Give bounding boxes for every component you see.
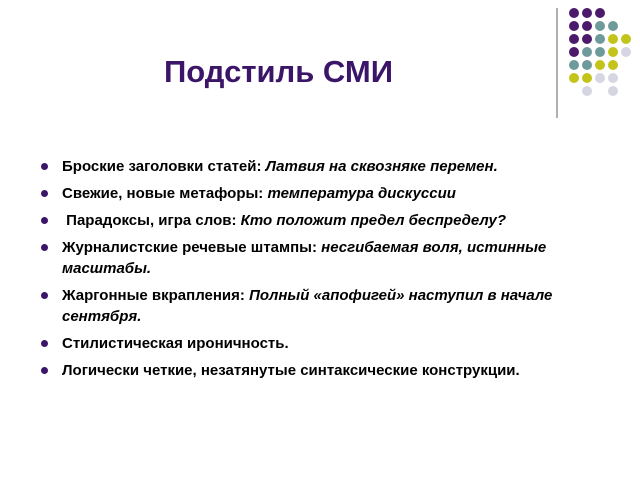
decorative-dot (595, 60, 605, 70)
decorative-dot (621, 47, 631, 57)
decorative-dot (582, 21, 592, 31)
bullet-example: несгибаемая воля, истинные масштабы. (62, 239, 547, 277)
decorative-dot (608, 73, 618, 83)
decorative-dot (569, 47, 579, 57)
bullet-item (40, 156, 600, 177)
decorative-dot (595, 47, 605, 57)
bullet-item (40, 360, 600, 381)
decorative-dot (595, 8, 605, 18)
decorative-dot (608, 34, 618, 44)
bullet-dot-icon (41, 244, 48, 251)
bullet-item (40, 333, 600, 354)
decorative-dot (595, 21, 605, 31)
decorative-dot (582, 34, 592, 44)
decorative-dot (582, 73, 592, 83)
bullet-example: температура дискуссии (267, 185, 456, 202)
decorative-dot (608, 60, 618, 70)
decorative-dot (569, 60, 579, 70)
decorative-dot (608, 47, 618, 57)
bullet-dot-icon (41, 217, 48, 224)
decorative-dot (621, 34, 631, 44)
decorative-dot (569, 73, 579, 83)
decorative-dot (569, 8, 579, 18)
bullet-item (40, 285, 600, 327)
decorative-dot (582, 60, 592, 70)
decorative-dot (608, 86, 618, 96)
bullet-item (40, 210, 600, 231)
decorative-dot (608, 21, 618, 31)
bullet-dot-icon (41, 163, 48, 170)
bullet-label: Парадоксы, игра слов: (62, 212, 241, 229)
decorative-dot (582, 47, 592, 57)
bullet-label: Свежие, новые метафоры: (62, 185, 268, 202)
decorative-dot (569, 21, 579, 31)
divider-line (556, 8, 558, 118)
slide-title: Подстиль СМИ (164, 54, 394, 89)
bullet-list (40, 156, 600, 387)
bullet-dot-icon (41, 292, 48, 299)
bullet-dot-icon (41, 367, 48, 374)
decorative-dot (582, 8, 592, 18)
bullet-dot-icon (41, 340, 48, 347)
bullet-example: Латвия на сквозняке перемен. (265, 158, 498, 175)
bullet-item (40, 183, 600, 204)
bullet-label: Жаргонные вкрапления: (62, 287, 250, 304)
bullet-label: Журналистские речевые штампы: (62, 239, 322, 256)
bullet-dot-icon (41, 190, 48, 197)
bullet-example: Кто положит предел беспределу? (240, 212, 507, 229)
bullet-label: Стилистическая ироничность. (62, 335, 289, 352)
decorative-dot (582, 86, 592, 96)
bullet-example: Полный «апофигей» наступил в начале сентября. (62, 287, 553, 325)
bullet-label: Броские заголовки статей: (62, 158, 266, 175)
decorative-dot (595, 34, 605, 44)
decorative-dot (595, 73, 605, 83)
bullet-label: Логически четкие, незатянутые синтаксические конструкции. (62, 362, 520, 379)
bullet-item (40, 237, 600, 279)
decorative-dot (569, 34, 579, 44)
